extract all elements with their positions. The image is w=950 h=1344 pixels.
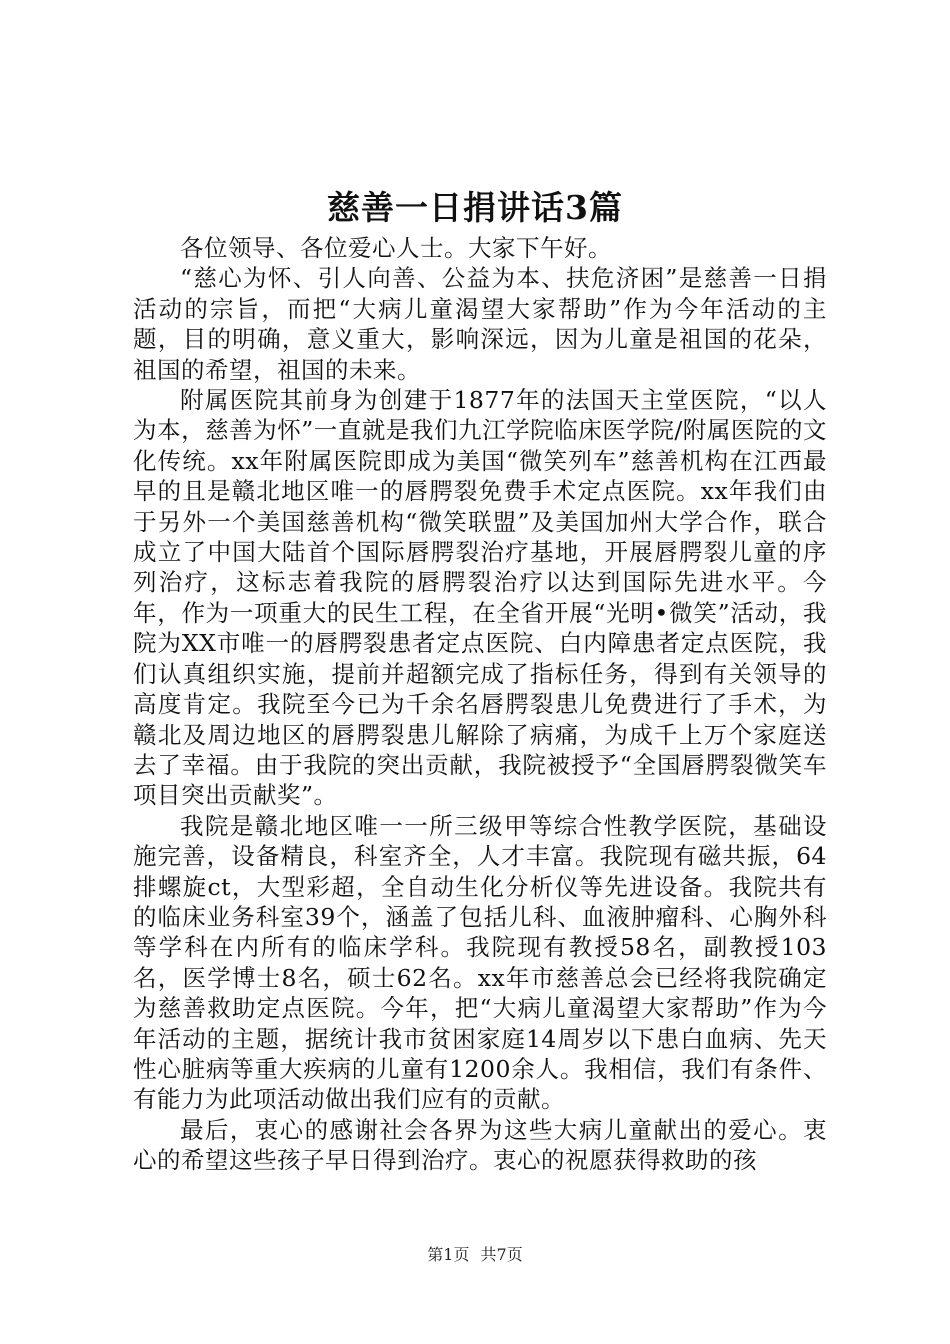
paragraph-hospital-history: 附属医院其前身为创建于1877年的法国天主堂医院，“以人为本，慈善为怀”一直就是我们九江学院临床医学院/附属医院的文化传统。xx年附属医院即成为美国“微笑列车”慈善机构在江西最早的且是赣北地区唯一的唇腭裂免费手术定点医院。xx年我们由于另外一个美国慈善机构“微笑联盟”及美国加州大学合作，联合成立了中国大陆首个国际唇腭裂治疗基地，开展唇腭裂儿童的序列治疗，这标志着我院的唇腭裂治疗以达到国际先进水平。今年，作为一项重大的民生工程，在全省开展“光明•微笑”活动，我院为XX市唯一的唇腭裂患者定点医院、白内障患者定点医院，我们认真组织实施，提前并超额完成了指标任务，得到有关领导的高度肯定。我院至今已为千余名唇腭裂患儿免费进行了手术，为赣北及周边地区的唇腭裂患儿解除了病痛，为成千上万个家庭送去了幸福。由于我院的突出贡献，我院被授予“全国唇腭裂微笑车项目突出贡献奖”。 [133,386,827,810]
page-number: 第1页 [427,1245,470,1264]
document-body [133,233,827,1176]
document-title: 慈善一日捐讲话3篇 [327,188,623,227]
paragraph-closing: 最后，衷心的感谢社会各界为这些大病儿童献出的爱心。衷心的希望这些孩子早日得到治疗。衷心的祝愿获得救助的孩 [133,1115,827,1175]
paragraph-greeting: 各位领导、各位爱心人士。大家下午好。 [180,234,612,262]
page-total: 共7页 [480,1245,523,1264]
paragraph-hospital-capacity: 我院是赣北地区唯一一所三级甲等综合性教学医院，基础设施完善，设备精良，科室齐全，人才丰富。我院现有磁共振，64排螺旋ct，大型彩超，全自动生化分析仪等先进设备。我院共有的临床业务科室39个，涵盖了包括儿科、血液肿瘤科、心胸外科等学科在内所有的临床学科。我院现有教授58名，副教授103名，医学博士8名，硕士62名。xx年市慈善总会已经将我院确定为慈善救助定点医院。今年，把“大病儿童渴望大家帮助”作为今年活动的主题，据统计我市贫困家庭14周岁以下患白血病、先天性心脏病等重大疾病的儿童有1200余人。我相信，我们有条件、有能力为此项活动做出我们应有的贡献。 [133,811,827,1114]
paragraph-purpose: “慈心为怀、引人向善、公益为本、扶危济困”是慈善一日捐活动的宗旨，而把“大病儿童渴望大家帮助”作为今年活动的主题，目的明确，意义重大，影响深远，因为儿童是祖国的花朵，祖国的希望，祖国的未来。 [133,264,827,384]
page-footer [0,1244,950,1266]
